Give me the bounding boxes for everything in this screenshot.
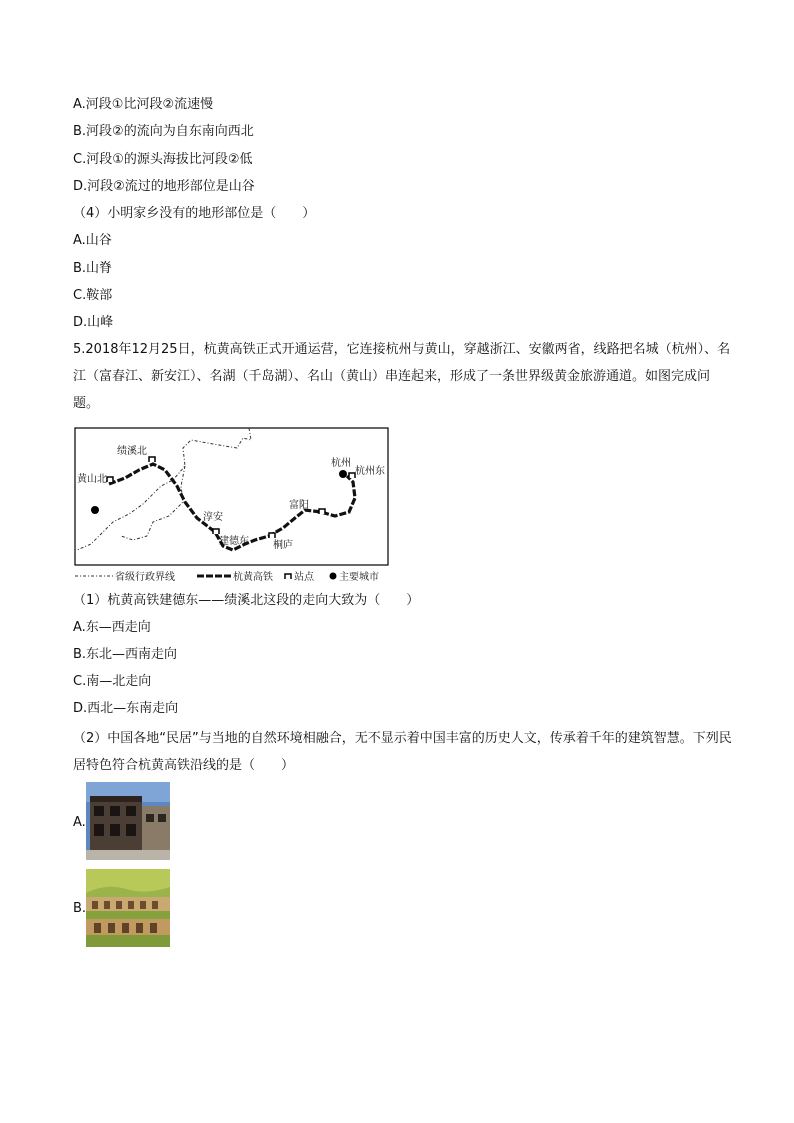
label-jixibei: 绩溪北 (117, 446, 147, 457)
option-c: C.河段①的源头海拔比河段②低 (73, 152, 253, 167)
station-tonglu (269, 533, 275, 538)
legend-railway-label: 杭黄高铁 (233, 572, 273, 583)
q4-option-c: C.鞍部 (73, 288, 113, 303)
q5-sub2-question: （2）中国各地“民居”与当地的自然环境相融合，无不显示着中国丰富的历史人文，传承着千年的建筑智慧。下列民居特色符合杭黄高铁沿线的是（ ） (73, 731, 732, 773)
q4-option-a: A.山谷 (73, 233, 112, 248)
legend-city-label: 主要城市 (339, 572, 379, 583)
station-jiandedong (213, 529, 219, 534)
station-jixibei (149, 457, 155, 462)
legend-station-label: 站点 (294, 572, 314, 583)
label-jiandedong: 建德东 (219, 536, 249, 547)
q4-option-d: D.山峰 (73, 315, 114, 330)
q5-sub1-option-d: D.西北—东南走向 (73, 701, 179, 716)
q4-option-b: B.山脊 (73, 261, 113, 276)
q5-sub1-option-a: A.东—西走向 (73, 620, 151, 635)
label-hangzhou: 杭州 (331, 458, 351, 469)
city-huangshan (91, 506, 99, 514)
q5-sub1-option-b: B.东北—西南走向 (73, 647, 178, 662)
option-a-photo-tibetan-house (86, 782, 170, 860)
q5-sub1-option-c: C.南—北走向 (73, 674, 152, 689)
label-chunan: 淳安 (203, 512, 223, 523)
option-b-photo-cave-dwelling (86, 869, 170, 947)
city-hangzhou (339, 470, 347, 478)
option-d: D.河段②流过的地形部位是山谷 (73, 179, 255, 194)
option-a: A.河段①比河段②流速慢 (73, 97, 214, 112)
question-5-intro: 5.2018年12月25日，杭黄高铁正式开通运营，它连接杭州与黄山，穿越浙江、安徽两省，线路把名城（杭州）、名江（富春江、新安江）、名湖（千岛湖）、名山（黄山）串连起来，形成了一条世界级黄金旅游通道。如图完成问题。 (73, 342, 731, 411)
map-legend (75, 570, 379, 583)
map-svg (73, 426, 391, 586)
legend-border-label: 省级行政界线 (115, 572, 175, 583)
railway-map (73, 426, 391, 586)
label-hangzhoudong: 杭州东 (355, 466, 385, 477)
station-huangshanbei (107, 477, 113, 482)
label-tonglu: 桐庐 (273, 540, 293, 551)
q5-sub2-option-a-label: A. (73, 815, 86, 830)
station-fuyang (319, 509, 325, 514)
legend-city-icon (330, 573, 337, 580)
province-border-west (77, 428, 251, 550)
label-fuyang: 富阳 (289, 500, 309, 511)
q5-sub1-question: （1）杭黄高铁建德东——绩溪北这段的走向大致为（ ） (73, 593, 420, 608)
legend-station-icon (285, 574, 291, 579)
question-4: （4）小明家乡没有的地形部位是（ ） (73, 206, 316, 221)
label-huangshanbei: 黄山北 (77, 474, 107, 485)
option-b: B.河段②的流向为自东南向西北 (73, 124, 254, 139)
q5-sub2-option-b-label: B. (73, 901, 87, 916)
